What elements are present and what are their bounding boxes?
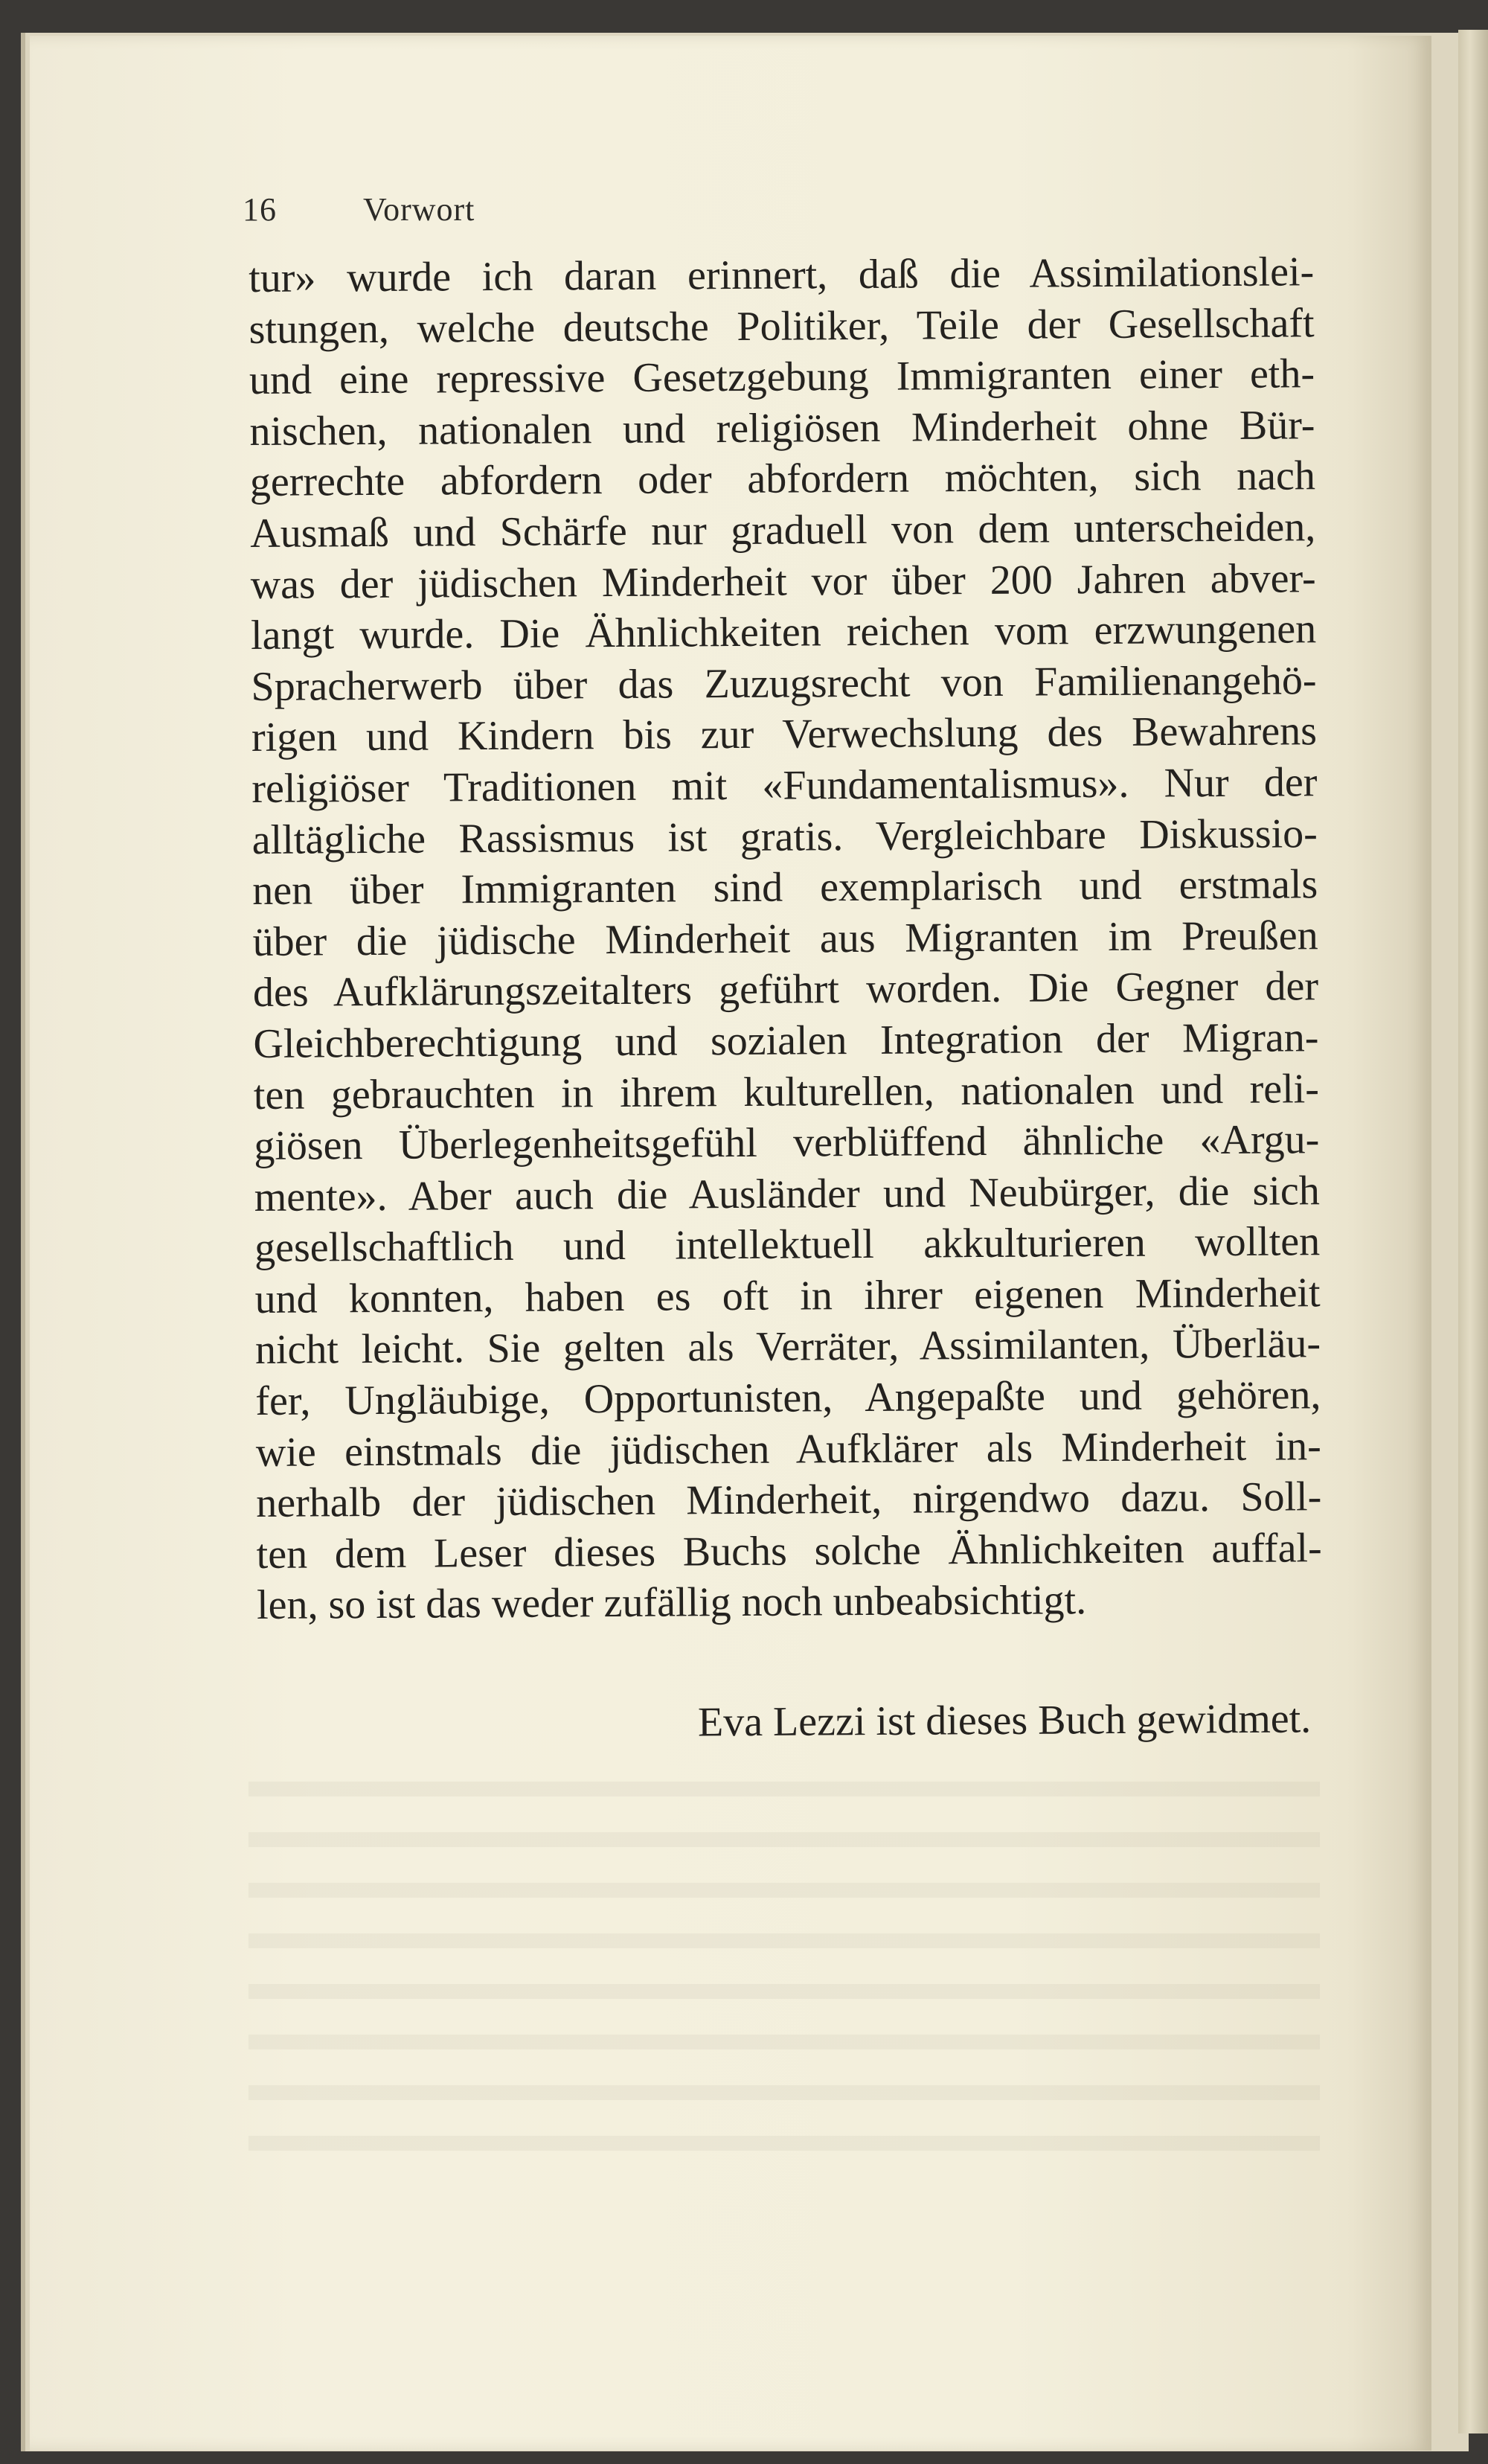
text-line: len, so ist das weder zufällig noch unbeabsichtigt. [256,1577,1087,1629]
text-line: Ausmaß und Schärfe nur graduell von dem unterscheiden, [250,504,1316,557]
running-title: Vorwort [363,191,475,228]
text-line: was der jüdischen Minderheit vor über 200 Jahren abver- [250,554,1316,608]
text-line: über die jüdische Minderheit aus Migranten im Preußen [252,912,1318,965]
text-line: gesellschaftlich und intellektuell akkulturieren wollten [254,1218,1321,1272]
text-line: und konnten, haben es oft in ihrer eigenen Minderheit [254,1270,1321,1322]
text-line: langt wurde. Die Ähnlichkeiten reichen vom erzwungenen [250,606,1317,659]
text-line: nerhalb der jüdischen Minderheit, nirgendwo dazu. Soll- [256,1473,1322,1527]
text-line: Gleichberechtigung und sozialen Integration der Migran- [253,1014,1319,1067]
text-line: tur» wurde ich daran erinnert, daß die Assimilationslei- [248,249,1315,301]
text-line: und eine repressive Gesetzgebung Immigranten einer eth- [248,351,1315,404]
body-text [248,246,1322,1631]
text-line: alltägliche Rassismus ist gratis. Vergleichbare Diskussio- [251,810,1318,863]
dedication: Eva Lezzi ist dieses Buch gewidmet. [697,1695,1312,1746]
text-line: nicht leicht. Sie gelten als Verräter, Assimilanten, Überläu- [254,1320,1321,1374]
text-line: gerrechte abfordern oder abfordern möchten, sich nach [249,452,1316,506]
text-line: religiöser Traditionen mit «Fundamentalismus». Nur der [251,759,1318,812]
text-line: stungen, welche deutsche Politiker, Teile der Gesellschaft [248,299,1315,353]
text-line: giösen Überlegenheitsgefühl verblüffend ähnliche «Argu- [254,1116,1320,1170]
text-line: mente». Aber auch die Ausländer und Neubürger, die sich [254,1167,1320,1220]
text-line: wie einstmals die jüdischen Aufklärer als Minderheit in- [255,1422,1322,1476]
bleed-through [248,1756,1320,2158]
text-line: des Aufklärungszeitalters geführt worden. Die Gegner der [252,963,1319,1017]
text-line: Spracherwerb über das Zuzugsrecht von Familienangehö- [251,656,1317,710]
text-line: rigen und Kindern bis zur Verwechslung des Bewahrens [251,708,1318,761]
text-line: nen über Immigranten sind exemplarisch und erstmals [252,861,1318,915]
running-header [243,191,475,228]
text-line: fer, Ungläubige, Opportunisten, Angepaßte und gehören, [255,1372,1321,1425]
page-edge [1458,30,1488,2433]
text-line: ten dem Leser dieses Buchs solche Ähnlichkeiten auffal- [256,1525,1322,1578]
text-line: ten gebrauchten in ihrem kulturellen, nationalen und reli- [253,1065,1320,1119]
page-number: 16 [243,191,277,228]
text-line: nischen, nationalen und religiösen Minderheit ohne Bür- [249,402,1315,455]
